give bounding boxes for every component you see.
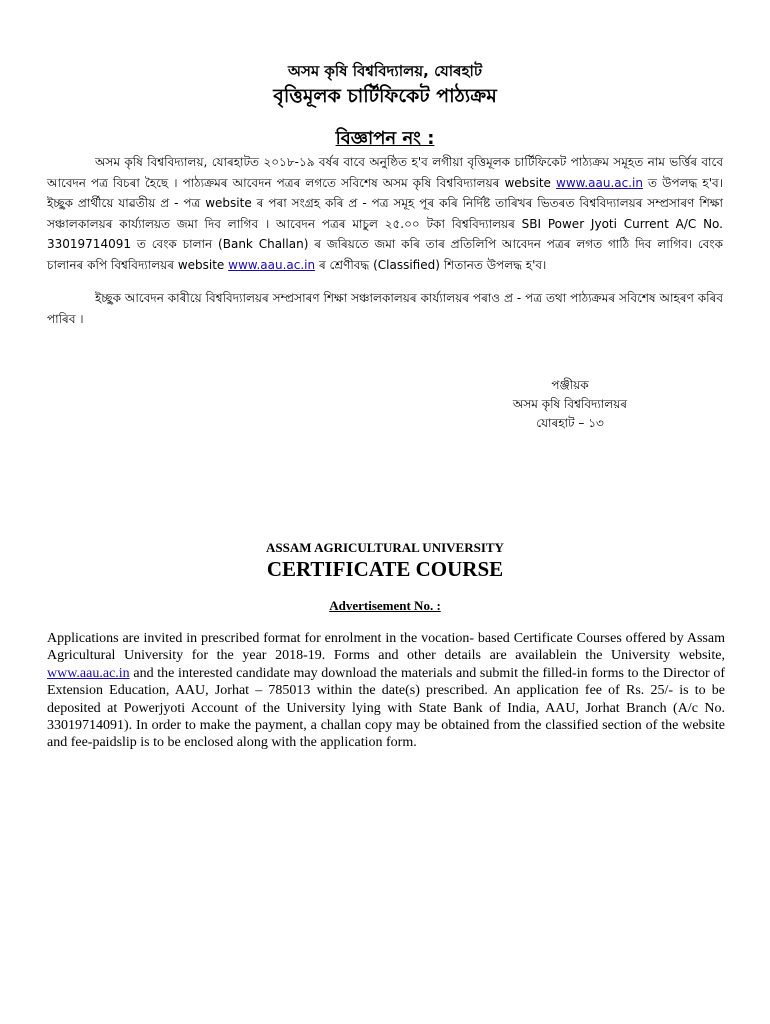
assamese-course-title: বৃত্তিমূলক চাৰ্টিফিকেট পাঠ্যক্ৰম	[273, 85, 497, 107]
assamese-university-name: অসম কৃষি বিশ্ববিদ্যালয়, যোৰহাট	[287, 62, 482, 80]
assamese-advertisement-heading: বিজ্ঞাপন নং :	[335, 128, 435, 149]
english-paragraph	[47, 630, 725, 752]
assamese-website-link-2[interactable]: www.aau.ac.in	[228, 257, 316, 272]
assamese-text: অসম কৃষি বিশ্ববিদ্যালয়, যোৰহাটত ২০১৮-১৯ বৰ্ষৰ বাবে অনুষ্ঠিত হ'ব লগীয়া বৃত্তিমূলক চাৰ্টিফিকেট পাঠ্যক্ৰম সমূহত নাম ভৰ্ত্তিৰ বাবে আবেদন পত্ৰ বিচৰা হৈছে । পাঠ্যক্ৰমৰ আবেদন পত্ৰৰ লগতে সবিশেষ অসম কৃষি বিশ্ববিদ্যালয়ৰ website	[47, 155, 723, 190]
registrar-signature-block	[470, 376, 670, 433]
registrar-university: অসম কৃষি বিশ্ববিদ্যালয়ৰ	[512, 397, 628, 411]
english-course-title: CERTIFICATE COURSE	[266, 557, 504, 581]
english-text: Applications are invited in prescribed format for enrolment in the vocation- based Certificate Courses offered by Assam Agricultural University for the year 2018-19. Forms and other details are availablein the University website,	[47, 631, 725, 664]
english-text: and the interested candidate may download the materials and submit the filled-in forms to the Director of Extension Education, AAU, Jorhat – 785013 within the date(s) prescribed. An application fee of Rs. 25/- is to be deposited at Powerjyoti Account of the University lying with State Bank of India, AAU, Jorhat Branch (A/c No. 33019714091). In order to make the payment, a challan copy may be obtained from the classified section of the website and fee-paidslip is to be enclosed along with the application form.	[47, 665, 725, 751]
assamese-paragraph-1	[47, 152, 723, 275]
assamese-text: ত উপলদ্ধ হ'ব। ইচ্ছুক প্ৰাৰ্থীয়ে যাৱতীয় প্ৰ - পত্ৰ website ৰ পৰা সংগ্ৰহ কৰি প্ৰ - পত্ৰ সমূহ পূৰ কৰি নিৰ্দিষ্ট তাৰিখৰ ভিতৰত বিশ্ববিদ্যালয়ৰ সম্প্ৰসাৰণ শিক্ষা সঞ্চালকালয়ৰ কাৰ্য্যালয়ত জমা দিব লাগিব । আবেদন পত্ৰৰ মাচুল ২৫.০০ টকা বিশ্ববিদ্যালয়ৰ SBI Power Jyoti Current A/C No. 33019714091 ত বেংক চালান (Bank Challan) ৰ জৰিয়তে জমা কৰি তাৰ প্ৰতিলিপি আবেদন পত্ৰৰ লগত গাঠি দিব লাগিব। বেংক চালানৰ কপি বিশ্ববিদ্যালয়ৰ website	[47, 175, 723, 272]
assamese-text: ৰ শ্ৰেণীবদ্ধ (Classified) শিতানত উপলদ্ধ হ'ব।	[315, 257, 547, 272]
english-advertisement-heading: Advertisement No. :	[329, 598, 441, 613]
english-university-name: ASSAM AGRICULTURAL UNIVERSITY	[266, 540, 504, 555]
assamese-text: ইচ্ছুক আবেদন কাৰীয়ে বিশ্ববিদ্যালয়ৰ সম্প্ৰসাৰণ শিক্ষা সঞ্চালকালয়ৰ কাৰ্য্যালয়ৰ পৰাও প্ৰ - পত্ৰ তথা পাঠ্যক্ৰমৰ সবিশেষ আহৰণ কৰিব পাৰিব ।	[47, 291, 723, 326]
assamese-paragraph-2	[47, 288, 723, 329]
assamese-website-link-1[interactable]: www.aau.ac.in	[556, 175, 643, 190]
english-website-link[interactable]: www.aau.ac.in	[47, 665, 130, 681]
registrar-place: যোৰহাট – ১৩	[536, 416, 604, 430]
registrar-title: পঞ্জীয়ক	[551, 378, 589, 392]
